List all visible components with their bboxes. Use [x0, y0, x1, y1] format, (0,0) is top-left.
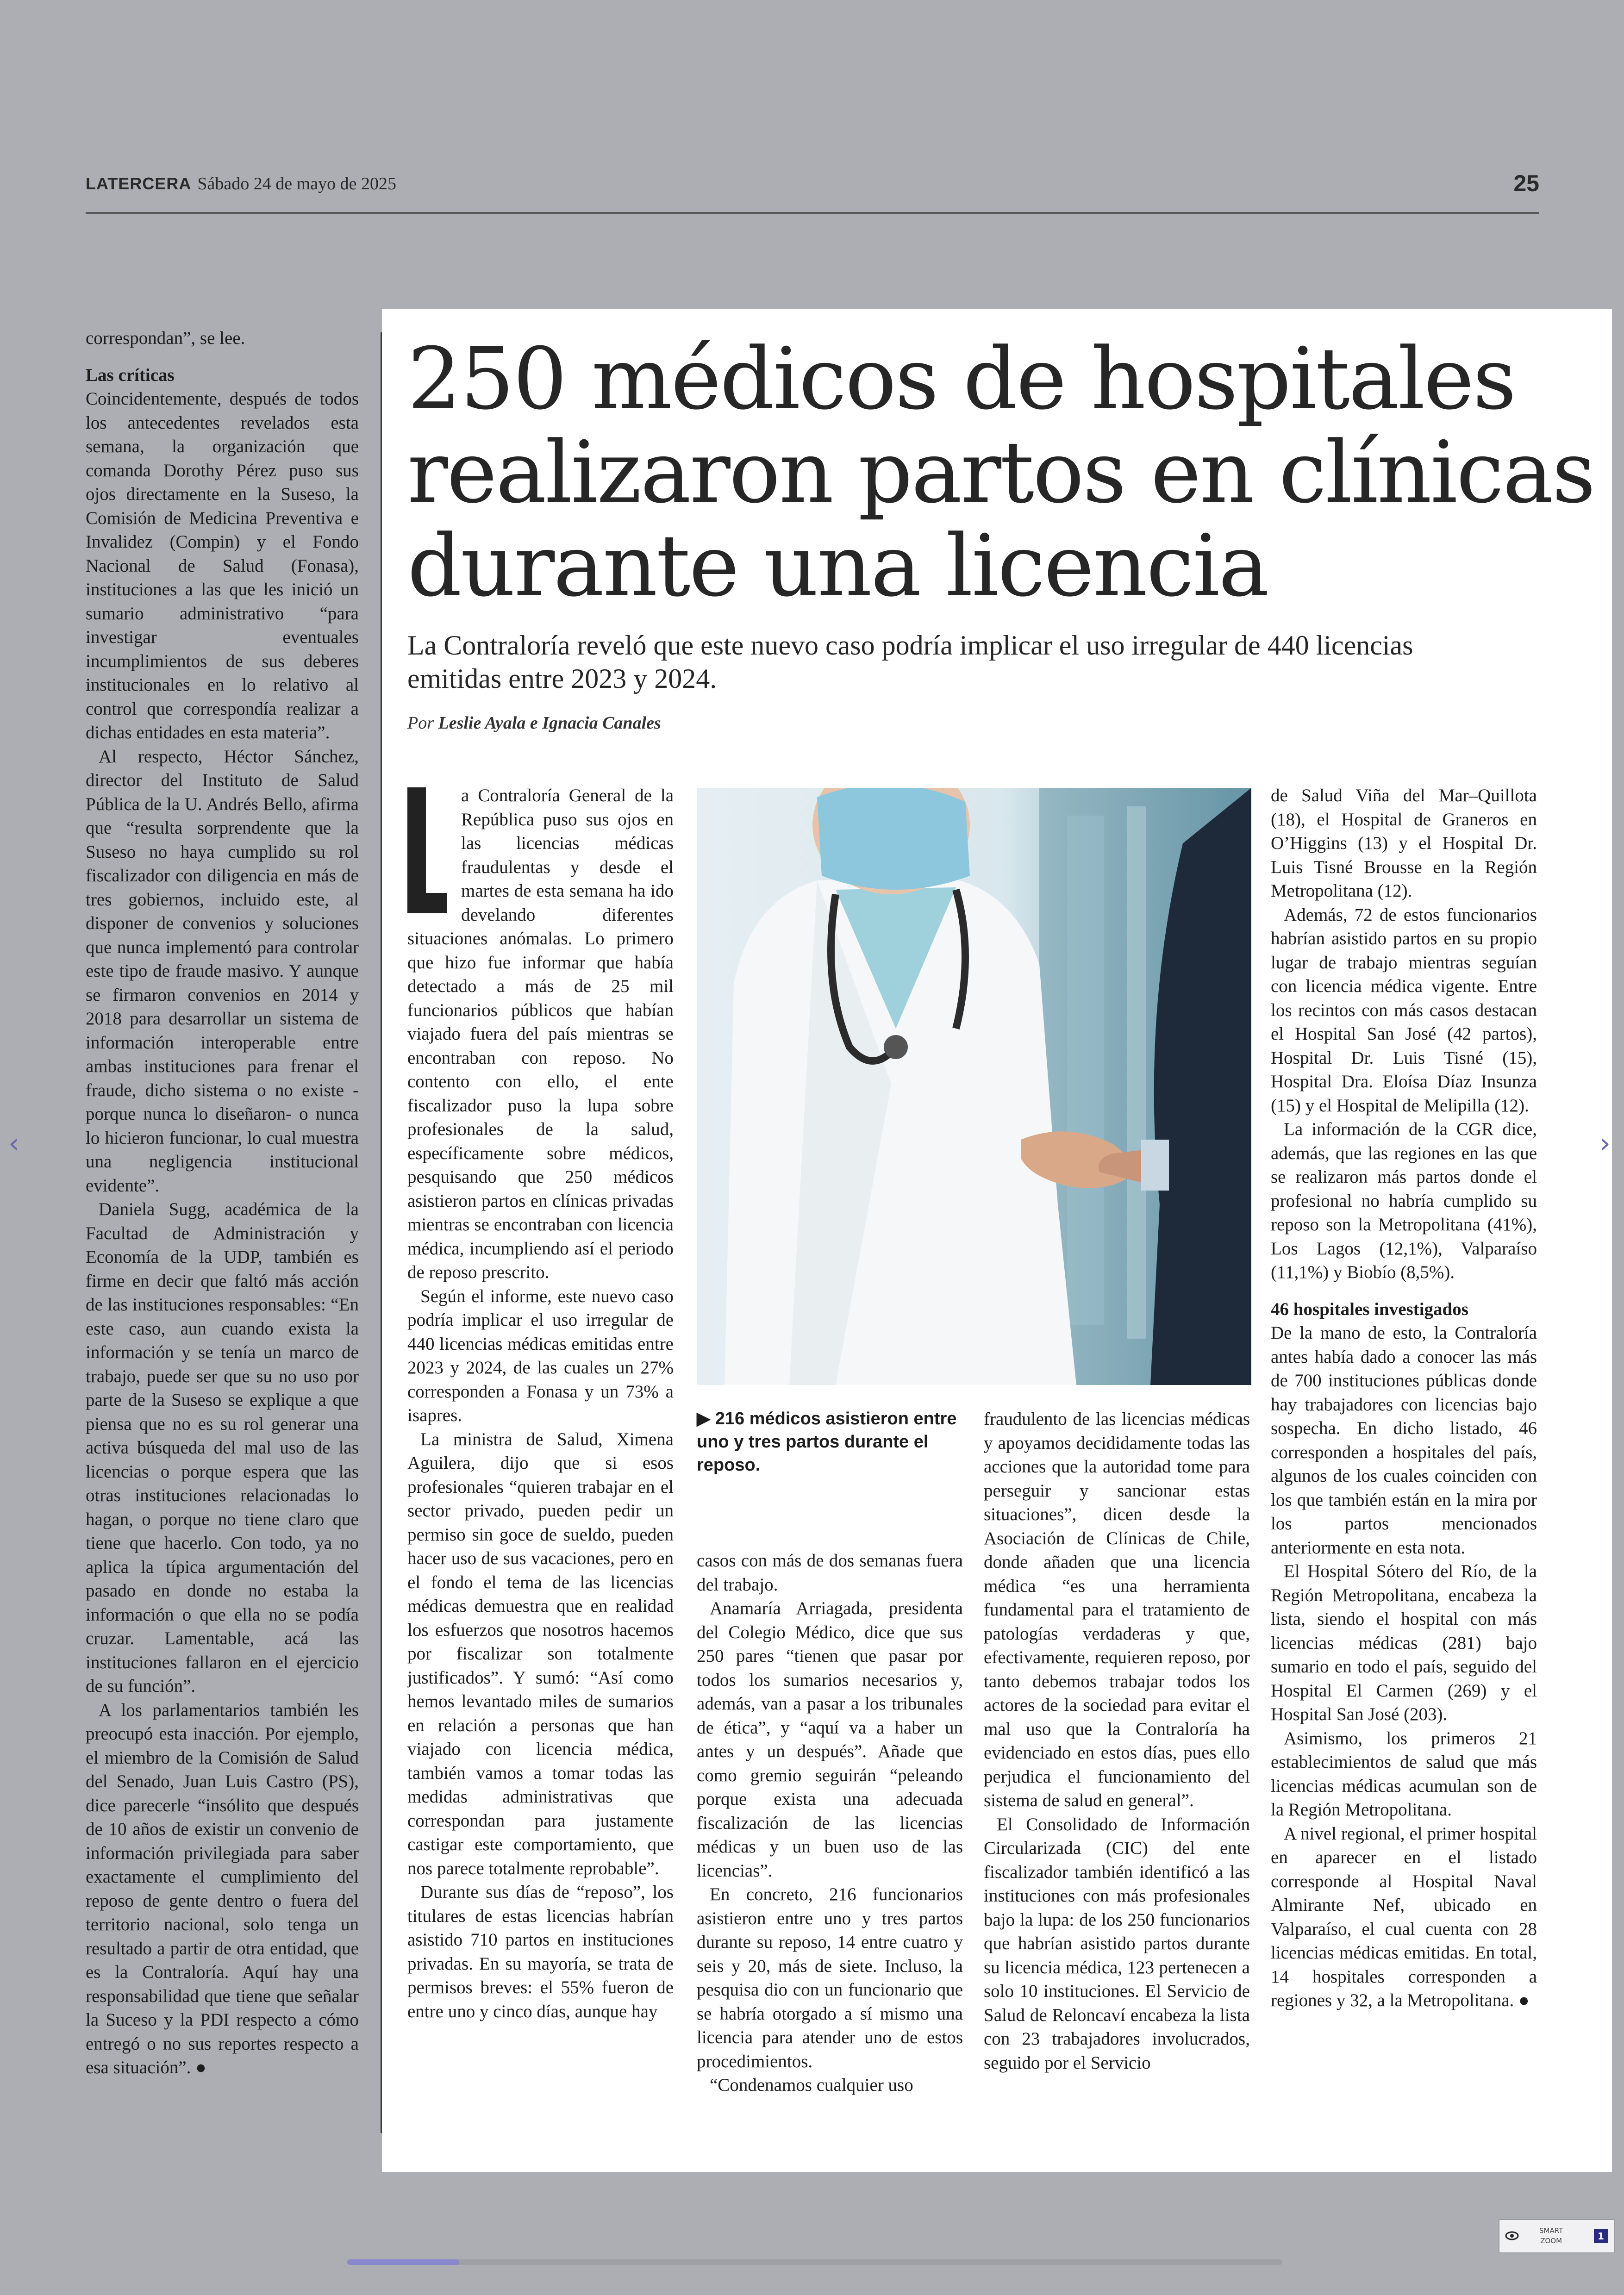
eye-icon [1505, 2227, 1519, 2244]
paragraph: Coincidentemente, después de todos los antecedentes revelados esta semana, la organización que comanda Dorothy Pérez puso sus ojos directamente en la Suseso, la Comisión de Medicina Preventiva e Invalidez (Compin) y el Fondo Nacional de Salud (Fonasa), instituciones a las que les inició un sumario administrativo “para investigar eventuales incumplimientos de sus deberes institucionales en lo relativo al control que correspondía realizar a dichas entidades en esta materia”. [86, 389, 359, 742]
paragraph: A los parlamentarios también les preocupó esta inacción. Por ejemplo, el miembro de la Comisión de Salud del Senado, Juan Luis Castro (PS), dice parecerle “insólito que después de 10 años de existir un convenio de información privilegiada para saber exactamente el cumplimiento del reposo de gente dentro o fuera del territorio nacional, solo tenga un resultado a partir de otra entidad, que es la Contraloría. Aquí hay una responsabilidad que tiene que señalar la Suceso y la PDI respecto a cómo entregó o no sus reportes respecto a esa situación”. ● [86, 1700, 359, 2077]
article-column-1 [407, 784, 674, 2145]
paragraph: Daniela Sugg, académica de la Facultad de Administración y Economía de la UDP, también es firme en decir que faltó más acción de las instituciones responsables: “En este caso, aun cuando exista la información y se tenía un marco de trabajo, puede ser que su no uso por parte de la Suseso se explique a que piensa que no es su rol generar una activa búsqueda del mal uso de las licencias o porque espera que las otras instituciones relacionadas lo hagan, o porque no tiene claro que tiene que hacerlo. Con todo, ya no aplica la típica argumentación del pasado en donde no estaba la información o que ella no se podía cruzar. Lamentable, acá las instituciones fallaron en el ejercicio de su función”. [86, 1199, 359, 1696]
reading-progress-fill [347, 2259, 459, 2265]
paragraph: El Hospital Sótero del Río, de la Región Metropolitana, encabeza la lista, siendo el hospital con más licencias médicas (281) bajo sumario en todo el país, seguido del Hospital El Carmen (269) y el Hospital San José (203). [1271, 1561, 1537, 1724]
page-number: 25 [1513, 170, 1539, 196]
paragraph: Según el informe, este nuevo caso podría implicar el uso irregular de 440 licencias médicas emitidas entre 2023 y 2024, de las cuales un 27% corresponden a Fonasa y un 73% a isapres. [407, 1286, 674, 1425]
paragraph: a Contraloría General de la República puso sus ojos en las licencias médicas fraudulentas y desde el martes de esta semana ha ido develando diferentes situaciones anómalas. Lo primero que hizo fue informar que había detectado a más de 25 mil funcionarios públicos que habían viajado fuera del país mientras se encontraban con reposo. No contento con ello, el ente fiscalizador puso la lupa sobre profesionales de la salud, específicamente sobre médicos, pesquisando que 250 médicos asistieron partos en clínicas privadas mientras se encontraban con licencia médica, incumpliendo así el periodo de reposo prescrito. [407, 786, 674, 1282]
article-photo[interactable] [697, 788, 1251, 1385]
page-header [86, 170, 1539, 215]
paragraph: fraudulento de las licencias médicas y apoyamos decididamente todas las acciones que la autoridad tome para perseguir y sancionar estas situaciones”, dicen desde la Asociación de Clínicas de Chile, donde añaden que una licencia médica “es una herramienta fundamental para el tratamiento de patologías verdaderas y que, efectivamente, requieren reposo, por tanto debemos trabajar todos los actores de la sociedad para evitar el mal uso que la Contraloría ha evidenciado en estos días, pues ello perjudica el funcionamiento del sistema de salud en general”. [984, 1409, 1250, 1810]
paragraph: “Condenamos cualquier uso [710, 2075, 913, 2095]
photo-caption: ▶ 216 médicos asistieron entre uno y tres partos durante el reposo. [697, 1409, 957, 1475]
smart-zoom-button[interactable] [1499, 2219, 1615, 2253]
article-column-2 [697, 1549, 963, 2146]
newspaper-brand: LATERCERA [86, 174, 192, 193]
article-headline: 250 médicos de hospitales realizaron partos en clínicas durante una licencia [407, 330, 1594, 616]
article-panel[interactable] [382, 309, 1612, 2172]
paragraph: En concreto, 216 funcionarios asistieron entre uno y tres partos durante su reposo, 14 entre cuatro y seis y 20, más de siete. Incluso, la pesquisa dio con un funcionario que se habría otorgado a sí mismo una licencia para atender uno de estos procedimientos. [697, 1884, 963, 2071]
paragraph: De la mano de esto, la Contraloría antes había dado a conocer las más de 700 instituciones públicas donde hay trabajadores con licencias bajo sospecha. En dicho listado, 46 corresponden a hospitales del país, algunos de los cuales coinciden con los que también están en la mira por los partos mencionados anteriormente en esta nota. [1271, 1323, 1537, 1558]
paragraph: Anamaría Arriagada, presidenta del Colegio Médico, dice que sus 250 pares “tienen que pasar por todos los sumarios necesarios y, además, van a pasar a los tribunales de ética”, y “aquí va a haber un antes y un después”. Añade que como gremio seguirán “peleando porque exista una adecuada fiscalización de las licencias médicas y un buen uso de las licencias”. [697, 1598, 963, 1881]
paragraph: La ministra de Salud, Ximena Aguilera, dijo que si esos profesionales “quieren trabajar en el sector privado, pueden pedir un permiso sin goce de sueldo, pueden hacer uso de sus vacaciones, pero en el fondo el tema de las licencias médicas demuestra que en realidad los esfuerzos que nosotros hacemos por fiscalizar son totalmente justificados”. Y sumó: “Así como hemos levantado miles de sumarios en relación a personas que han viajado con licencia médica, también vamos a tomar todas las medidas administrativas que correspondan para justamente castigar este comportamiento, que nos parece totalmente reprobable”. [407, 1429, 674, 1878]
paragraph: Al respecto, Héctor Sánchez, director del Instituto de Salud Pública de la U. Andrés Bello, afirma que “resulta sorprendente que la Suseso no haya cumplido su rol fiscalizador con diligencia en más de tres gobiernos, incluido este, al disponer de convenios y soluciones que nunca implementó para controlar este tipo de fraude masivo. Y aunque se firmaron convenios en 2014 y 2018 para desarrollar un sistema de información interoperable entre ambas instituciones para frenar el fraude, dicho sistema o no existe -porque nunca lo diseñaron- o nunca lo hicieron funcionar, lo cual muestra una negligencia institucional evidente”. [86, 746, 359, 1196]
doctor-handshake-image [697, 788, 1251, 1385]
reading-progress-track[interactable] [347, 2259, 1282, 2265]
smart-zoom-label-line1: SMART [1539, 2226, 1563, 2235]
article-column-4 [1271, 784, 1537, 2145]
paragraph: Durante sus días de “reposo”, los titulares de estas licencias habrían asistido 710 partos en instituciones privadas. En su mayoría, se trata de permisos breves: el 55% fueron de entre uno y cinco días, aunque hay [407, 1882, 674, 2021]
next-page-arrow-icon[interactable]: › [1599, 1127, 1611, 1160]
article-subheadline: La Contraloría reveló que este nuevo caso podría implicar el uso irregular de 440 licencias emitidas entre 2023 y 2024. [407, 630, 1413, 694]
paragraph: casos con más de dos semanas fuera del trabajo. [697, 1551, 963, 1595]
byline-authors: Leslie Ayala e Ignacia Canales [438, 713, 661, 733]
smart-zoom-label [1539, 2226, 1563, 2246]
issue-date: Sábado 24 de mayo de 2025 [197, 174, 396, 193]
smart-zoom-label-line2: ZOOM [1540, 2237, 1562, 2245]
header-rule [86, 212, 1539, 214]
paragraph: de Salud Viña del Mar–Quillota (18), el Hospital de Graneros en O’Higgins (13) y el Hospital Dr. Luis Tisné Brousse en la Región Metropolitana (12). [1271, 786, 1537, 901]
previous-page-arrow-icon[interactable]: ‹ [8, 1127, 19, 1160]
paragraph: Además, 72 de estos funcionarios habrían asistido partos en su propio lugar de trabajo mientras seguían con licencia médica vigente. Entre los recintos con más casos destacan el Hospital San José (42 partos), Hospital Dr. Luis Tisné (15), Hospital Dra. Eloísa Díaz Insunza (15) y el Hospital de Melipilla (12). [1271, 904, 1537, 1116]
article-column-3 [984, 1407, 1250, 2145]
byline-prefix: Por [407, 713, 434, 733]
section-heading: 46 hospitales investigados [1271, 1299, 1468, 1319]
paragraph: correspondan”, se lee. [86, 328, 245, 348]
paragraph: El Consolidado de Información Circularizada (CIC) del ente fiscalizador también identificó a las instituciones con más profesionales bajo la lupa: de los 250 funcionarios que habrían asistido partos durante su licencia médica, 123 pertenecen a solo 10 instituciones. El Servicio de Salud de Reloncaví encabeza la lista con 23 trabajadores involucrados, seguido por el Servicio [984, 1814, 1250, 2073]
smart-zoom-count-badge: 1 [1594, 2229, 1608, 2243]
section-heading: Las críticas [86, 365, 175, 385]
paragraph: La información de la CGR dice, además, que las regiones en las que se realizaron más partos donde el profesional no habría cumplido su reposo son la Metropolitana (41%), Los Lagos (12,1%), Valparaíso (11,1%) y Biobío (8,5%). [1271, 1119, 1537, 1282]
paragraph: A nivel regional, el primer hospital en aparecer en el listado corresponde al Hospital Naval Almirante Nef, ubicado en Valparaíso, el cual cuenta con 28 licencias médicas emitidas. En total, 14 hospitales corresponden a regiones y 32, a la Metropolitana. ● [1271, 1823, 1537, 2010]
continued-article-column [86, 326, 359, 2141]
article-byline [407, 713, 661, 733]
dropcap-letter [407, 787, 447, 913]
paragraph: Asimismo, los primeros 21 establecimientos de salud que más licencias médicas acumulan son de la Región Metropolitana. [1271, 1728, 1537, 1820]
